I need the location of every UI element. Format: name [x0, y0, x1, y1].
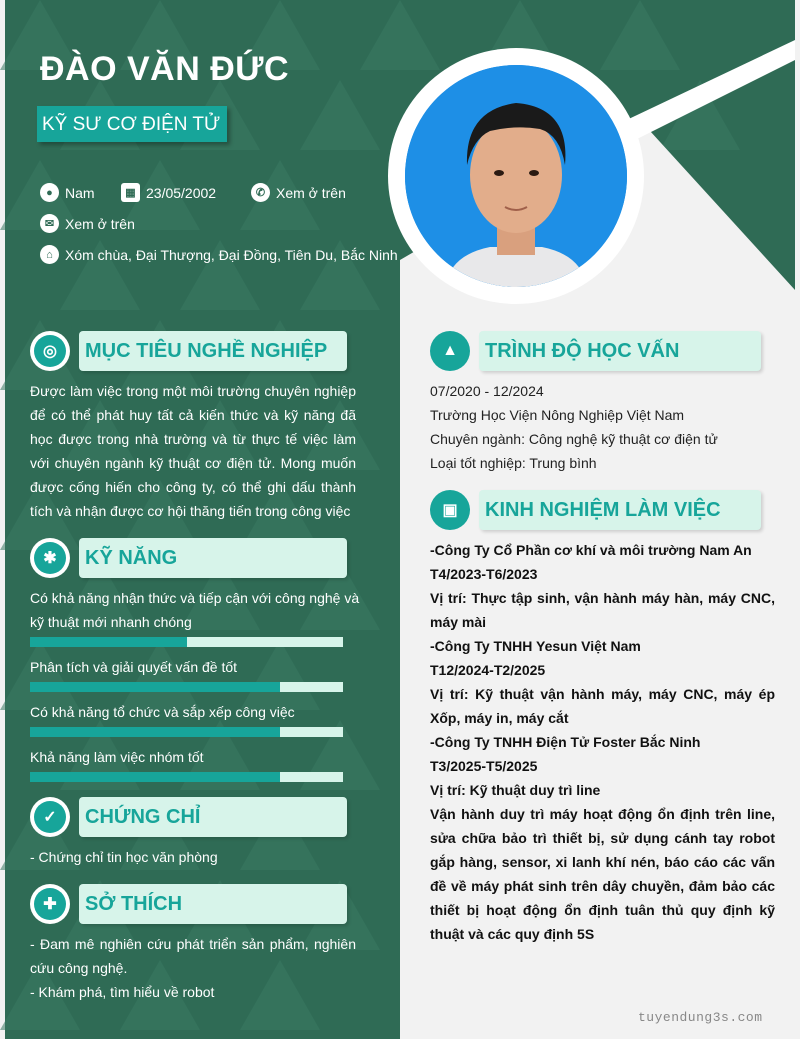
job-period: T4/2023-T6/2023 [430, 566, 538, 582]
education-grade: Loại tốt nghiệp: Trung bình [430, 455, 597, 471]
job-company: -Công Ty TNHH Yesun Việt Nam [430, 638, 641, 654]
skills-header [79, 538, 347, 578]
job-position: Vị trí: Kỹ thuật duy trì line [430, 782, 601, 798]
portrait-illustration [405, 65, 627, 287]
job-title: KỸ SƯ CƠ ĐIỆN TỬ [42, 114, 221, 135]
graduation-cap-icon: ▲ [430, 331, 470, 371]
skill-bar [30, 637, 343, 647]
hobby-item: - Đam mê nghiên cứu phát triển sản phẩm, nghiên cứu công nghệ. [30, 936, 356, 976]
skill-label: Phân tích và giải quyết vấn đề tốt [30, 659, 238, 675]
job-position: Vị trí: Kỹ thuật vận hành máy, máy CNC, máy ép Xốp, máy in, máy cắt [430, 686, 775, 726]
education-period: 07/2020 - 12/2024 [430, 383, 544, 399]
watermark: tuyendung3s.com [638, 1010, 763, 1025]
skill-bar-fill [30, 682, 280, 692]
user-icon: ● [40, 183, 59, 202]
gender-row [40, 183, 95, 202]
job-position: Vị trí: Thực tập sinh, vận hành máy hàn, máy CNC, máy mài [430, 590, 775, 630]
experience-title: KINH NGHIỆM LÀM VIỆC [485, 499, 721, 521]
skill-label: Khả năng làm việc nhóm tốt [30, 749, 204, 765]
puzzle-icon: ✚ [30, 884, 70, 924]
skill-label: Có khả năng tổ chức và sắp xếp công việc [30, 704, 295, 720]
education-major: Chuyên ngành: Công nghệ kỹ thuật cơ điện tử [430, 431, 718, 447]
dob-row [121, 183, 216, 202]
badge-check-icon: ✓ [30, 797, 70, 837]
email-value: Xem ở trên [65, 215, 135, 232]
email-icon: ✉ [40, 214, 59, 233]
target-icon: ◎ [30, 331, 70, 371]
briefcase-icon: ▣ [430, 490, 470, 530]
home-icon: ⌂ [40, 245, 59, 264]
address-row [40, 245, 398, 264]
objective-header [79, 331, 347, 371]
hobbies-title: SỞ THÍCH [85, 893, 183, 915]
brain-icon: ✱ [30, 538, 70, 578]
skill-bar [30, 772, 343, 782]
certificates-header [79, 797, 347, 837]
email-row [40, 214, 135, 233]
skills-title: KỸ NĂNG [85, 547, 178, 569]
job-title-badge [37, 106, 227, 142]
calendar-icon: ▦ [121, 183, 140, 202]
education-title: TRÌNH ĐỘ HỌC VẤN [485, 340, 680, 362]
skill-bar [30, 682, 343, 692]
dob-value: 23/05/2002 [146, 184, 217, 201]
job-description: Vận hành duy trì máy hoạt động ổn định trên line, sửa chữa bảo trì thiết bị, sử dụng cánh tay robot gắp hàng, sensor, xi lanh khí nén, báo cáo các vấn đề về máy phát sinh trên dây chuyền, đảm bảo các thiết bị hoạt động ổn định tuân thủ quy định kỹ thuật và các quy định 5S [430, 806, 775, 942]
objective-title: MỤC TIÊU NGHỀ NGHIỆP [85, 340, 328, 362]
job-period: T3/2025-T5/2025 [430, 758, 538, 774]
address-value: Xóm chùa, Đại Thượng, Đại Đồng, Tiên Du, Bắc Ninh [65, 246, 398, 263]
hobbies-header [79, 884, 347, 924]
phone-value: Xem ở trên [276, 184, 346, 201]
skill-bar-fill [30, 772, 280, 782]
skill-bar [30, 727, 343, 737]
phone-row [251, 183, 346, 202]
experience-header [479, 490, 761, 530]
certificate-item: - Chứng chỉ tin học văn phòng [30, 849, 218, 865]
job-period: T12/2024-T2/2025 [430, 662, 546, 678]
hobby-item: - Khám phá, tìm hiểu về robot [30, 984, 215, 1000]
objective-text: Được làm việc trong một môi trường chuyên nghiệp để có thể phát huy tất cả kiến thức và kỹ năng đã học được trong nhà trường và từ thực tế việc làm với chuyên ngành kỹ thuật cơ điện tử. Mong muốn được cống hiến cho công ty, có thể ghi dấu thành tích và nhận được cơ hội thăng tiến trong công việc [30, 383, 356, 519]
education-school: Trường Học Viện Nông Nghiệp Việt Nam [430, 407, 685, 423]
certificates-title: CHỨNG CHỈ [85, 806, 201, 828]
skill-bar-fill [30, 727, 280, 737]
skill-label: kỹ thuật mới nhanh chóng [30, 614, 192, 630]
job-company: -Công Ty TNHH Điện Tử Foster Bắc Ninh [430, 734, 701, 750]
phone-icon: ✆ [251, 183, 270, 202]
avatar [405, 65, 627, 287]
gender-value: Nam [65, 184, 95, 201]
job-company: -Công Ty Cổ Phần cơ khí và môi trường Nam An [430, 542, 752, 558]
candidate-name: ĐÀO VĂN ĐỨC [40, 50, 290, 88]
education-header [479, 331, 761, 371]
skill-bar-fill [30, 637, 187, 647]
skill-label: Có khả năng nhận thức và tiếp cận với công nghệ và [30, 590, 360, 606]
